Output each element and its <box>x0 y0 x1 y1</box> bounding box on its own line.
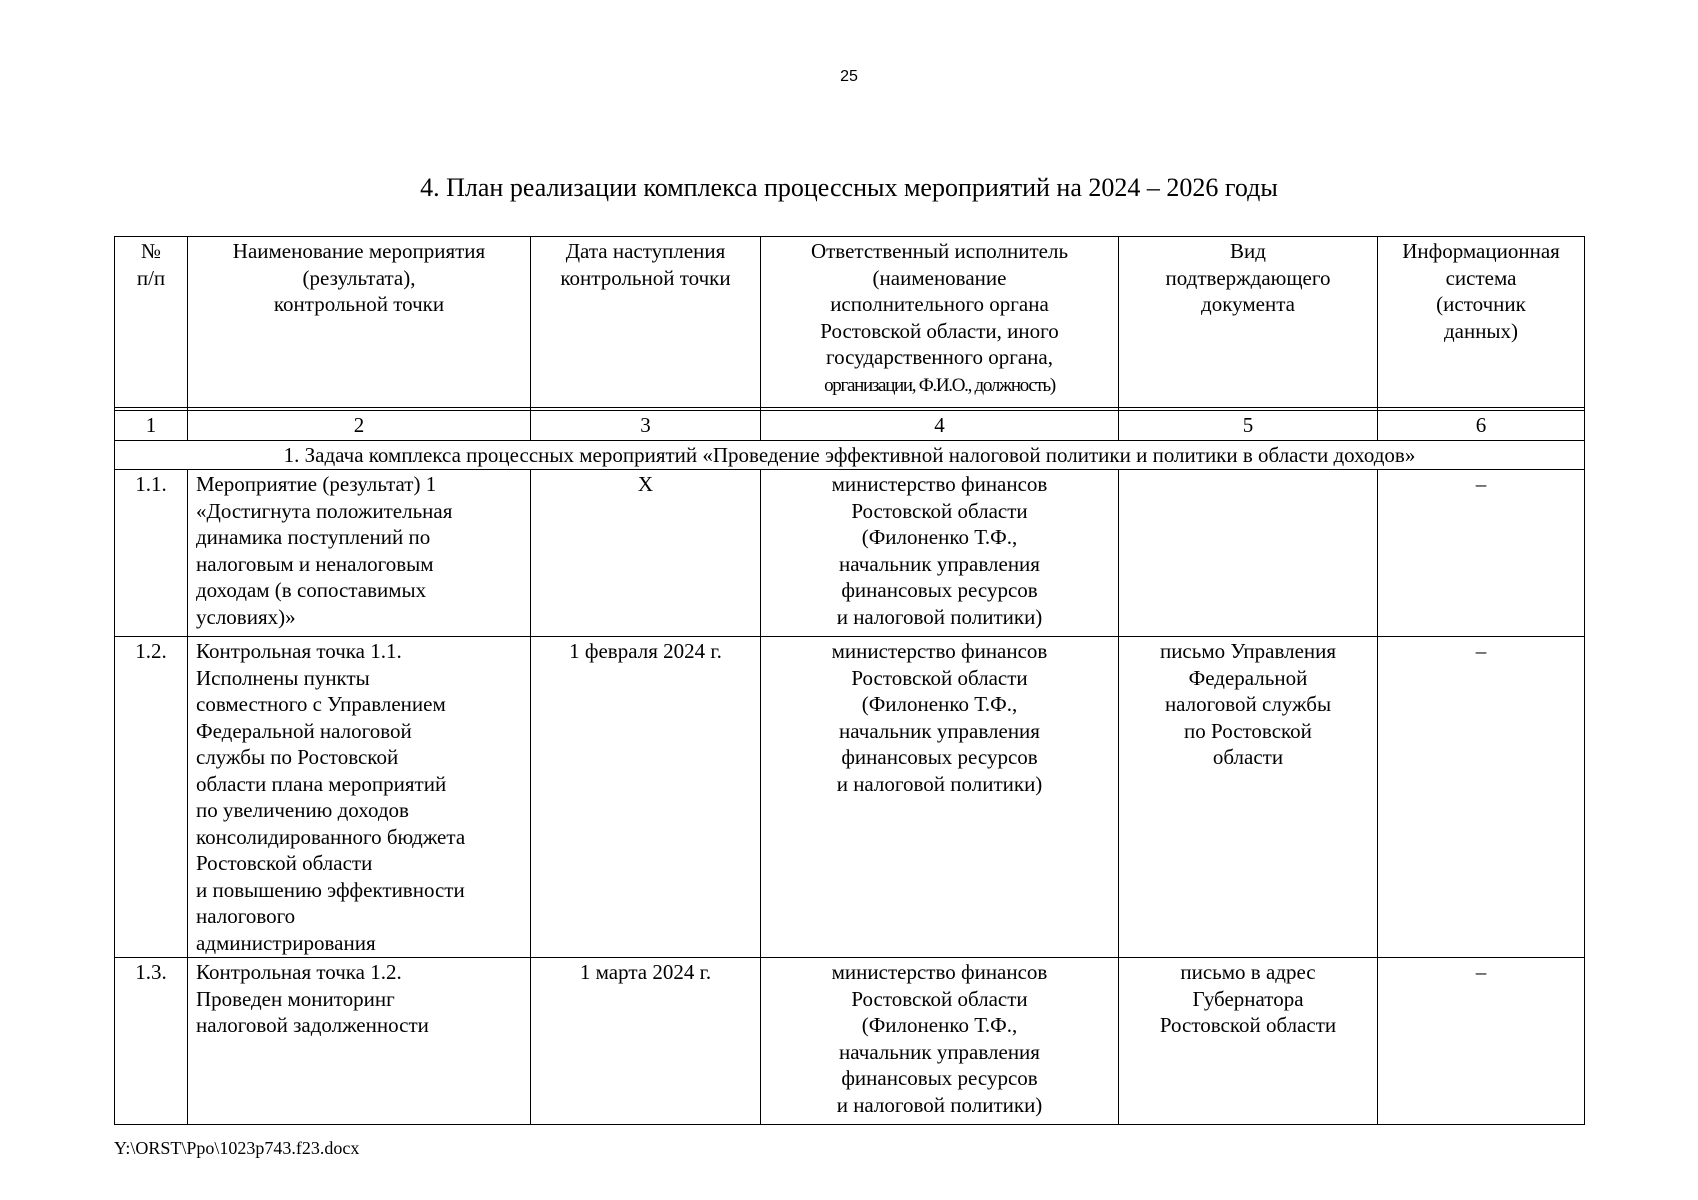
header-executor-text: Ответственный исполнитель (наименование исполнительного органа Ростовской области, иного государственного органа, <box>810 239 1069 369</box>
column-number: 6 <box>1378 411 1585 441</box>
plan-table <box>114 236 1585 1125</box>
row-name: Мероприятие (результат) 1 «Достигнута положительная динамика поступлений по налоговым и неналоговым доходам (в сопоставимых условиях)» <box>188 470 531 637</box>
row-date: 1 февраля 2024 г. <box>531 637 761 958</box>
header-date: Дата наступления контрольной точки <box>531 237 761 408</box>
header-document: Вид подтверждающего документа <box>1119 237 1378 408</box>
file-path-footer: Y:\ORST\Ppo\1023p743.f23.docx <box>114 1138 360 1158</box>
row-executor: министерство финансов Ростовской области (Филоненко Т.Ф., начальник управления финансовых ресурсов и налоговой политики) <box>761 470 1119 637</box>
header-executor <box>761 237 1119 408</box>
row-system: – <box>1378 470 1585 637</box>
section-row <box>115 440 1585 470</box>
row-date: 1 марта 2024 г. <box>531 958 761 1125</box>
table-header-row <box>115 237 1585 408</box>
column-number-row <box>115 411 1585 441</box>
header-executor-tail: организации, Ф.И.О., должность) <box>824 374 1055 396</box>
header-number: № п/п <box>115 237 188 408</box>
row-document <box>1119 470 1378 637</box>
row-document: письмо Управления Федеральной налоговой службы по Ростовской области <box>1119 637 1378 958</box>
row-number: 1.2. <box>115 637 188 958</box>
table-row <box>115 470 1585 637</box>
column-number: 4 <box>761 411 1119 441</box>
row-system: – <box>1378 637 1585 958</box>
row-system: – <box>1378 958 1585 1125</box>
table-row <box>115 637 1585 958</box>
row-date: Х <box>531 470 761 637</box>
table-row <box>115 958 1585 1125</box>
row-number: 1.3. <box>115 958 188 1125</box>
column-number: 5 <box>1119 411 1378 441</box>
section-title: 1. Задача комплекса процессных мероприятий «Проведение эффективной налоговой политики и политики в области доходов» <box>115 440 1585 470</box>
row-document: письмо в адрес Губернатора Ростовской области <box>1119 958 1378 1125</box>
header-name: Наименование мероприятия (результата), контрольной точки <box>188 237 531 408</box>
row-name: Контрольная точка 1.2. Проведен мониторинг налоговой задолженности <box>188 958 531 1125</box>
row-number: 1.1. <box>115 470 188 637</box>
column-number: 3 <box>531 411 761 441</box>
page-number: 25 <box>840 68 858 85</box>
row-executor: министерство финансов Ростовской области (Филоненко Т.Ф., начальник управления финансовых ресурсов и налоговой политики) <box>761 637 1119 958</box>
column-number: 2 <box>188 411 531 441</box>
row-name: Контрольная точка 1.1. Исполнены пункты совместного с Управлением Федеральной налоговой службы по Ростовской области плана мероприятий по увеличению доходов консолидированного бюджета Ростовской области и повышению эффективности налогового администрирования <box>188 637 531 958</box>
row-executor: министерство финансов Ростовской области (Филоненко Т.Ф., начальник управления финансовых ресурсов и налоговой политики) <box>761 958 1119 1125</box>
header-system: Информационная система (источник данных) <box>1378 237 1585 408</box>
page-title: 4. План реализации комплекса процессных мероприятий на 2024 – 2026 годы <box>420 173 1278 202</box>
column-number: 1 <box>115 411 188 441</box>
